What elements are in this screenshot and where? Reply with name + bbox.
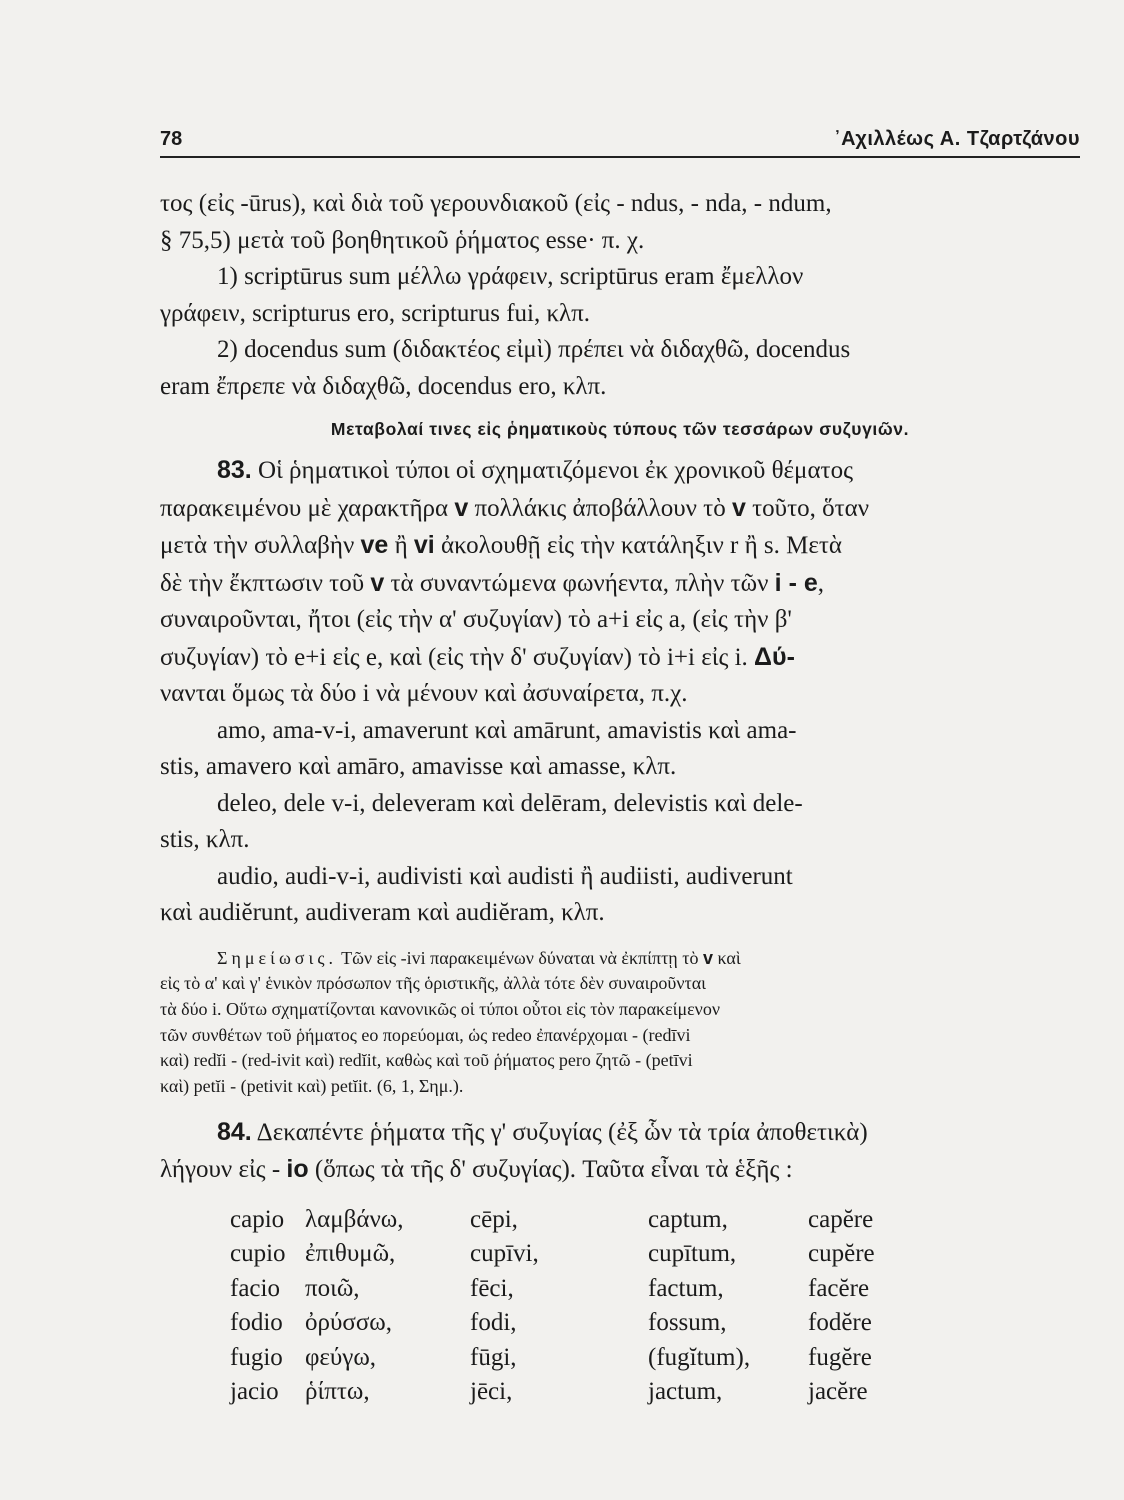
section-number: 83. xyxy=(217,456,252,484)
note-block: Σημείωσις. Τῶν εἰς -ivi παρακειμένων δύναται νὰ ἐκπίπτῃ τὸ v καὶ εἰς τὸ α' καὶ γ' ἑνικὸν πρόσωπον τῆς ὁριστικῆς, ἀλλὰ τότε δὲν συναιροῦνται τὰ δύο i. Οὕτω σχηματίζονται κανονικῶς οἱ τύποι οὗτοι εἰς τὸν παρακείμενον τῶν συνθέτων τοῦ ῥήματος eo πορεύομαι, ὡς redeo ἐπανέρχομαι - (redīvi καὶ) redĭi - (red-ivit καὶ) redĭit, καθὼς καὶ τοῦ ῥήματος pero ζητῶ - (petīvi καὶ) petĭi - (petivit καὶ) petĭit. (6, 1, Σημ.). xyxy=(160,947,741,1097)
example-deleo: deleo, dele v-i, deleveram καὶ delēram, delevistis καὶ dele- stis, κλπ. xyxy=(160,789,803,853)
verb-table xyxy=(230,1203,918,1410)
example-docendus: 2) docendus sum (διδακτέος εἰμὶ) πρέπει νὰ διδαχθῶ, docendus eram ἔπρεπε νὰ διδαχθῶ, docendus ero, κλπ. xyxy=(160,336,851,400)
table-row: fugio φεύγω, fūgi, (fugĭtum), fugĕre xyxy=(230,1343,872,1371)
section-heading: Μεταβολαί τινες εἰς ῥηματικοὺς τύπους τῶν τεσσάρων συζυγιῶν. xyxy=(330,419,910,439)
paragraph-continuation: τος (εἰς -ūrus), καὶ διὰ τοῦ γερουνδιακοῦ (εἰς - ndus, - nda, - ndum, § 75,5) μετὰ τοῦ βοηθητικοῦ ῥήματος esse· π. χ. xyxy=(160,190,832,254)
section-84: 84. Δεκαπέντε ῥήματα τῆς γ' συζυγίας (ἐξ ὧν τὰ τρία ἀποθετικὰ) λήγουν εἰς - io (ὅπως τὰ τῆς δ' συζυγίας). Ταῦτα εἶναι τὰ ἑξῆς : xyxy=(160,1117,868,1184)
example-amo: amo, ama-v-i, amaverunt καὶ amārunt, amavistis καὶ ama- stis, amavero καὶ amāro, amavisse καὶ amasse, κλπ. xyxy=(160,716,797,780)
note-label: Σημείωσις. xyxy=(217,947,337,968)
section-83: 83. Οἱ ῥηματικοὶ τύποι οἱ σχηματιζόμενοι ἐκ χρονικοῦ θέματος παρακειμένου μὲ χαρακτῆρα v πολλάκις ἀποβάλλουν τὸ v τοῦτο, ὅταν μετὰ τὴν συλλαβὴν ve ἢ vi ἀκολουθῇ εἰς τὴν κατάληξιν r ἢ s. Μετὰ δὲ τὴν ἔκπτωσιν τοῦ v τὰ συναντώμενα φωνήεντα, πλὴν τῶν i - e, συναιροῦνται, ἤτοι (εἰς τὴν α' συζυγίαν) τὸ a+i εἰς a, (εἰς τὴν β' συζυγίαν) τὸ e+i εἰς e, καὶ (εἰς τὴν δ' συζυγίαν) τὸ i+i εἰς i. Δύ- νανται ὅμως τὰ δύο i νὰ μένουν καὶ ἀσυναίρετα, π.χ. xyxy=(160,456,870,707)
running-title: ᾿Αχιλλέως Α. Τζαρτζάνου xyxy=(833,128,1080,150)
table-row: facio ποιῶ, fēci, factum, facĕre xyxy=(230,1274,870,1302)
example-scripturus: 1) scriptūrus sum μέλλω γράφειν, scriptūrus eram ἔμελλον γράφειν, scripturus ero, scripturus fui, κλπ. xyxy=(160,263,804,327)
page-header xyxy=(160,128,1080,158)
table-row: fodio ὀρύσσω, fodi, fossum, fodĕre xyxy=(230,1309,872,1337)
table-row: jacio ῥίπτω, jēci, jactum, jacĕre xyxy=(230,1378,868,1406)
page-body xyxy=(160,186,1080,1410)
page-number: 78 xyxy=(160,128,183,150)
table-row: cupio ἐπιθυμῶ, cupīvi, cupītum, cupĕre xyxy=(230,1240,875,1268)
example-audio: audio, audi-v-i, audivisti καὶ audisti ἢ audiisti, audiverunt καὶ audiĕrunt, audiveram καὶ audiĕram, κλπ. xyxy=(160,862,793,926)
table-row: capio λαμβάνω, cēpi, captum, capĕre xyxy=(230,1205,874,1233)
section-number-84: 84. xyxy=(217,1117,252,1146)
